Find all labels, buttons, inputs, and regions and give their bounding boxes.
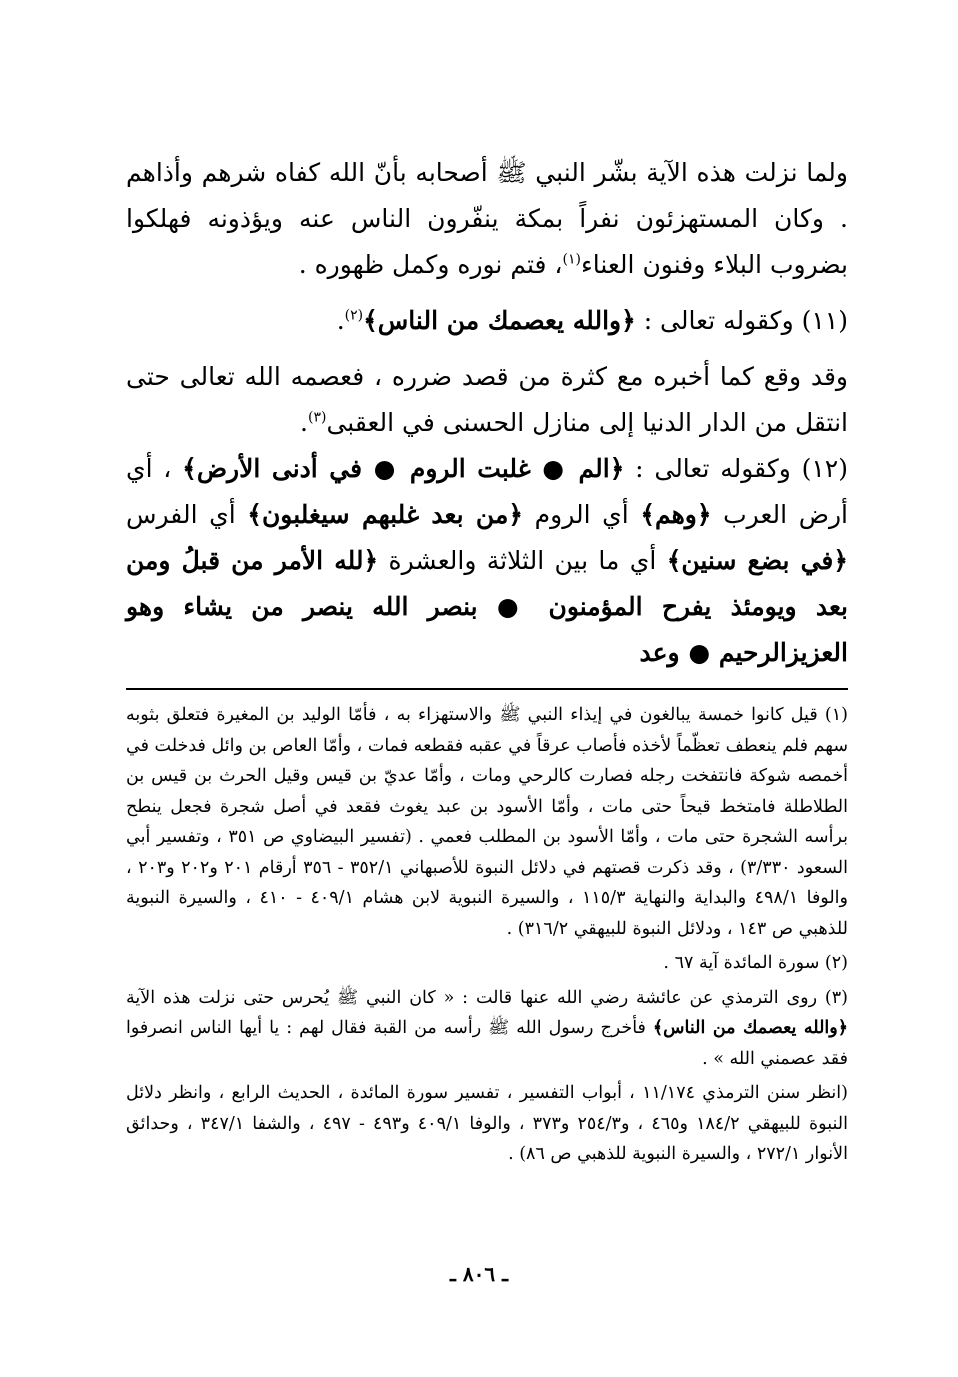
footnote-2: (٢) سورة المائدة آية ٦٧ . <box>663 953 848 973</box>
footnote-1: (١) قيل كانوا خمسة يبالغون في إيذاء النبي ﷺ والاستهزاء به ، فأمّا الوليد بن المغيرة فتعلق بثوبه سهم فلم ينعطف تعظّماً لأخذه فأصاب عرقاً في عقبه فقطعه فمات ، وأمّا العاص بن وائل فدخلت في أخمصه شوكة فانتفخت رجله فصارت كالرحي ومات ، وأمّا عديّ بن قيس وقيل الحرث بن قيس بن الطلاطلة فامتخط قيحاً حتى مات ، وأمّا الأسود بن عبد يغوث فقعد في أصل شجرة فجعل ينطح برأسه الشجرة حتى مات ، وأمّا الأسود بن المطلب فعمي . (تفسير البيضاوي ص ٣٥١ ، وتفسير أبي السعود ٣/٣٣٠) ، وقد ذكرت قصتهم في دلائل النبوة للأصبهاني ٣٥٢/١ - ٣٥٦ أرقام ٢٠١ و٢٠٢ و٢٠٣ ، والوفا ٤٩٨/١ والبداية والنهاية ١١٥/٣ ، والسيرة النبوية لابن هشام ٤٠٩/١ - ٤١٠ ، والسيرة النبوية للذهبي ص ١٤٣ ، ودلائل النبوة للبيهقي ٣١٦/٢) . <box>126 705 849 939</box>
footnote-3 <box>126 983 848 1075</box>
footnote-ref-1[interactable]: (١) <box>562 251 581 268</box>
footnote-3-text-b: فأخرج رسول الله ﷺ رأسه من القبة فقال لهم : يا أيها الناس انصرفوا فقد عصمني الله » . <box>126 1018 848 1069</box>
main-text <box>126 150 848 676</box>
p4-text-c: أي الروم <box>534 500 629 529</box>
p1-text-a: ولما نزلت هذه الآية بشّر النبي ﷺ أصحابه بأنّ الله كفاه شرهم وأذاهم . وكان المستهزئون نفراً بمكة ينفّرون الناس عنه ويؤذونه فهلكوا بضروب البلاء وفنون العناء <box>126 158 848 279</box>
item-number-12: (١٢) <box>801 454 848 483</box>
footnote-divider <box>126 688 848 690</box>
quran-verse: ﴿لله الأمر من قبلُ ومن بعد ويومئذ يفرح المؤمنون ● بنصر الله ينصر من يشاء وهو العزيزالرحيم ● وعد <box>126 546 848 667</box>
paragraph-4 <box>126 446 848 676</box>
footnote-3-text-a: (٣) روى الترمذي عن عائشة رضي الله عنها قالت : « كان النبي ﷺ يُحرس حتى نزلت هذه الآية <box>126 987 848 1008</box>
footnotes <box>126 700 848 1170</box>
p2-text-a: وكقوله تعالى : <box>643 306 794 335</box>
quran-verse: ﴿والله يعصمك من الناس﴾ <box>652 1018 848 1038</box>
quran-verse: ﴿وهم﴾ <box>640 500 712 529</box>
quran-verse: ﴿في بضع سنين﴾ <box>666 546 849 575</box>
footnote-ref-3[interactable]: (٣) <box>307 409 327 426</box>
footnote-3-references: (انظر سنن الترمذي ١١/١٧٤ ، أبواب التفسير ، تفسير سورة المائدة ، الحديث الرابع ، وانظر دلائل النبوة للبيهقي ١٨٤/٢ و٤٦٥ ، و٢٥٤/٣ و٣٧٣ ، والوفا ٤٠٩/١ و٤٩٣ - ٤٩٧ ، والشفا ٣٤٧/١ ، وحدائق الأنوار ٢٧٢/١ ، والسيرة النبوية للذهبي ص ٨٦) . <box>126 1083 848 1164</box>
p4-text-a: وكقوله تعالى : <box>635 454 791 483</box>
paragraph-2 <box>126 298 848 344</box>
p3-text-b: . <box>300 408 308 437</box>
p3-text-a: وقد وقع كما أخبره مع كثرة من قصد ضرره ، فعصمه الله تعالى حتى انتقل من الدار الدنيا إلى منازل الحسنى في العقبى <box>126 362 848 437</box>
paragraph-1 <box>126 150 848 288</box>
p4-text-b: ، أي أرض العرب <box>126 454 848 529</box>
quran-verse: ﴿من بعد غلبهم سيغلبون﴾ <box>247 500 524 529</box>
page-number: ـ ٨٠٦ ـ <box>450 1262 508 1286</box>
p4-text-e: أي ما بين الثلاثة والعشرة <box>388 546 657 575</box>
page-body <box>126 150 848 1170</box>
quran-verse: ﴿والله يعصمك من الناس﴾ <box>363 306 636 335</box>
quran-verse: ﴿الم ● غلبت الروم ● في أدنى الأرض﴾ <box>182 454 625 483</box>
p4-text-d: أي الفرس <box>126 500 236 529</box>
footnote-ref-2[interactable]: (٢) <box>344 307 364 324</box>
p2-text-b: . <box>336 306 345 335</box>
p1-text-b: ، فتم نوره وكمل ظهوره . <box>298 250 563 279</box>
item-number-11: (١١) <box>801 306 848 335</box>
paragraph-3 <box>126 354 848 446</box>
